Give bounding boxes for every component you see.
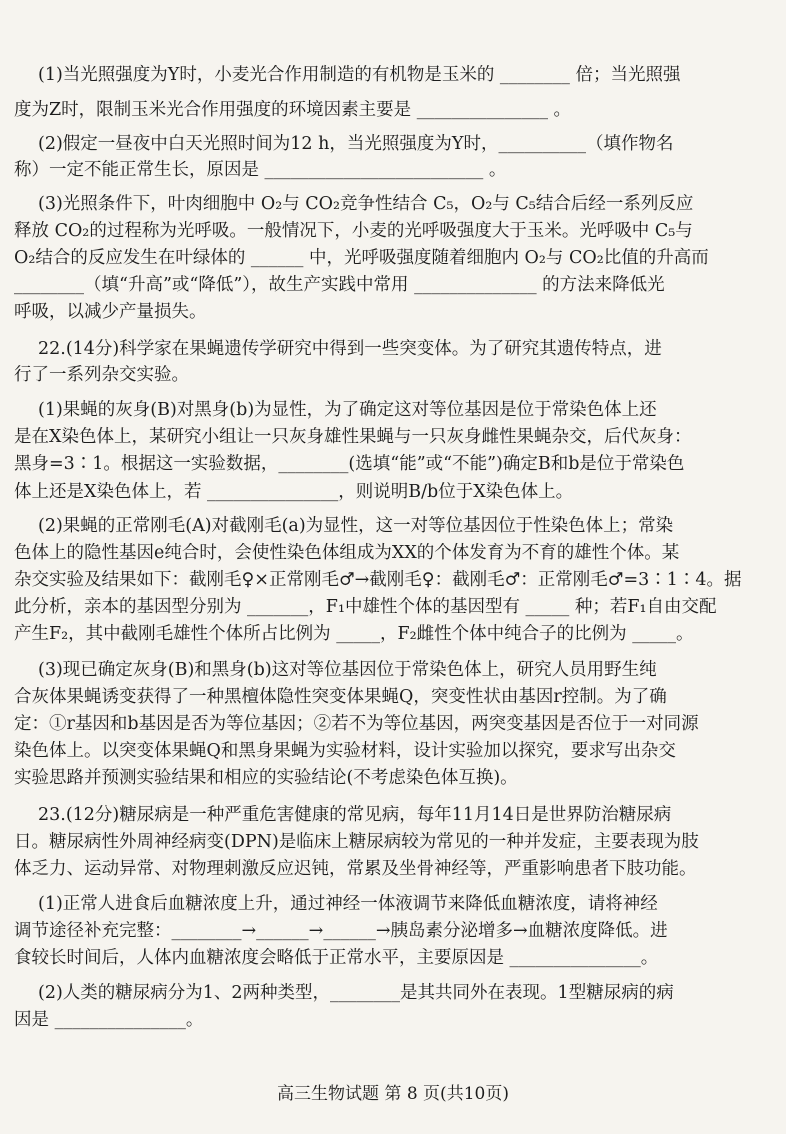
text-line: 杂交实验及结果如下：截刚毛♀×正常刚毛♂→截刚毛♀：截刚毛♂：正常刚毛♂=3∶1∶4。据: [14, 570, 742, 590]
text-line: (3)光照条件下，叶肉细胞中 O₂与 CO₂竞争性结合 C₅，O₂与 C₅结合后经一系列反应: [38, 194, 694, 214]
text-line: (3)现已确定灰身(B)和黑身(b)这对等位基因位于常染色体上，研究人员用野生纯: [38, 660, 657, 680]
text-line: 染色体上。以突变体果蝇Q和黑身果蝇为实验材料，设计实验加以探究，要求写出杂交: [14, 741, 676, 761]
text-line: (1)当光照强度为Y时，小麦光合作用制造的有机物是玉米的 ________ 倍；当光照强: [38, 65, 681, 85]
text-line: 23.(12分)糖尿病是一种严重危害健康的常见病，每年11月14日是世界防治糖尿病: [38, 805, 672, 825]
text-line: 体乏力、运动异常、对物理刺激反应迟钝，常累及坐骨神经等，严重影响患者下肢功能。: [14, 859, 697, 879]
text-line: 称）一定不能正常生长，原因是 _________________________ 。: [14, 160, 507, 180]
text-line: 度为Z时，限制玉米光合作用强度的环境因素主要是 _______________ 。: [14, 100, 572, 120]
text-line: (2)果蝇的正常刚毛(A)对截刚毛(a)为显性，这一对等位基因位于性染色体上；常染: [38, 516, 674, 536]
text-line: 此分析，亲本的基因型分别为 _______，F₁中雄性个体的基因型有 _____ 种；若F₁自由交配: [14, 597, 717, 617]
text-line: 调节途径补充完整：________→______→______→胰岛素分泌增多→血糖浓度降低。进: [14, 921, 668, 941]
text-line: 合灰体果蝇诱变获得了一种黑檀体隐性突变体果蝇Q，突变性状由基因r控制。为了确: [14, 687, 667, 707]
text-line: 产生F₂，其中截刚毛雄性个体所占比例为 _____，F₂雌性个体中纯合子的比例为 _____。: [14, 624, 694, 644]
text-line: 体上还是X染色体上，若 _______________，则说明B/b位于X染色体上。: [14, 482, 574, 502]
text-line: 释放 CO₂的过程称为光呼吸。一般情况下，小麦的光呼吸强度大于玉米。光呼吸中 C₅与: [14, 221, 693, 241]
text-line: 因是 _______________。: [14, 1010, 204, 1030]
text-line: 定：①r基因和b基因是否为等位基因；②若不为等位基因，两突变基因是否位于一对同源: [14, 714, 699, 734]
text-line: 呼吸，以减少产量损失。: [14, 302, 207, 322]
text-line: 实验思路并预测实验结果和相应的实验结论(不考虑染色体互换)。: [14, 768, 518, 788]
text-line: 日。糖尿病性外周神经病变(DPN)是临床上糖尿病较为常见的一种并发症，主要表现为肢: [14, 832, 699, 852]
text-line: 是在X染色体上，某研究小组让一只灰身雄性果蝇与一只灰身雌性果蝇杂交，后代灰身：: [14, 427, 692, 447]
text-line: 22.(14分)科学家在果蝇遗传学研究中得到一些突变体。为了研究其遗传特点，进: [38, 339, 662, 359]
text-line: O₂结合的反应发生在叶绿体的 ______ 中，光呼吸强度随着细胞内 O₂与 CO₂比值的升高而: [14, 248, 709, 268]
text-line: 行了一系列杂交实验。: [14, 365, 189, 385]
text-line: (2)人类的糖尿病分为1、2两种类型，________是其共同外在表现。1型糖尿病的病: [38, 983, 674, 1003]
text-line: (1)正常人进食后血糖浓度上升，通过神经一体液调节来降低血糖浓度，请将神经: [38, 894, 658, 914]
page-footer: 高三生物试题 第 8 页(共10页): [277, 1084, 509, 1104]
text-line: 黑身=3∶1。根据这一实验数据，________(选填“能”或“不能”)确定B和b是位于常染色: [14, 454, 685, 474]
text-line: 食较长时间后，人体内血糖浓度会略低于正常水平，主要原因是 _______________。: [14, 948, 659, 968]
text-line: (2)假定一昼夜中白天光照时间为12 h，当光照强度为Y时，__________（填作物名: [38, 134, 674, 154]
text-line: (1)果蝇的灰身(B)对黑身(b)为显性，为了确定这对等位基因是位于常染色体上还: [38, 400, 657, 420]
text-line: ________（填“升高”或“降低”），故生产实践中常用 ______________ 的方法来降低光: [14, 275, 665, 295]
text-line: 色体上的隐性基因e纯合时，会使性染色体组成为XX的个体发育为不育的雄性个体。某: [14, 543, 680, 563]
